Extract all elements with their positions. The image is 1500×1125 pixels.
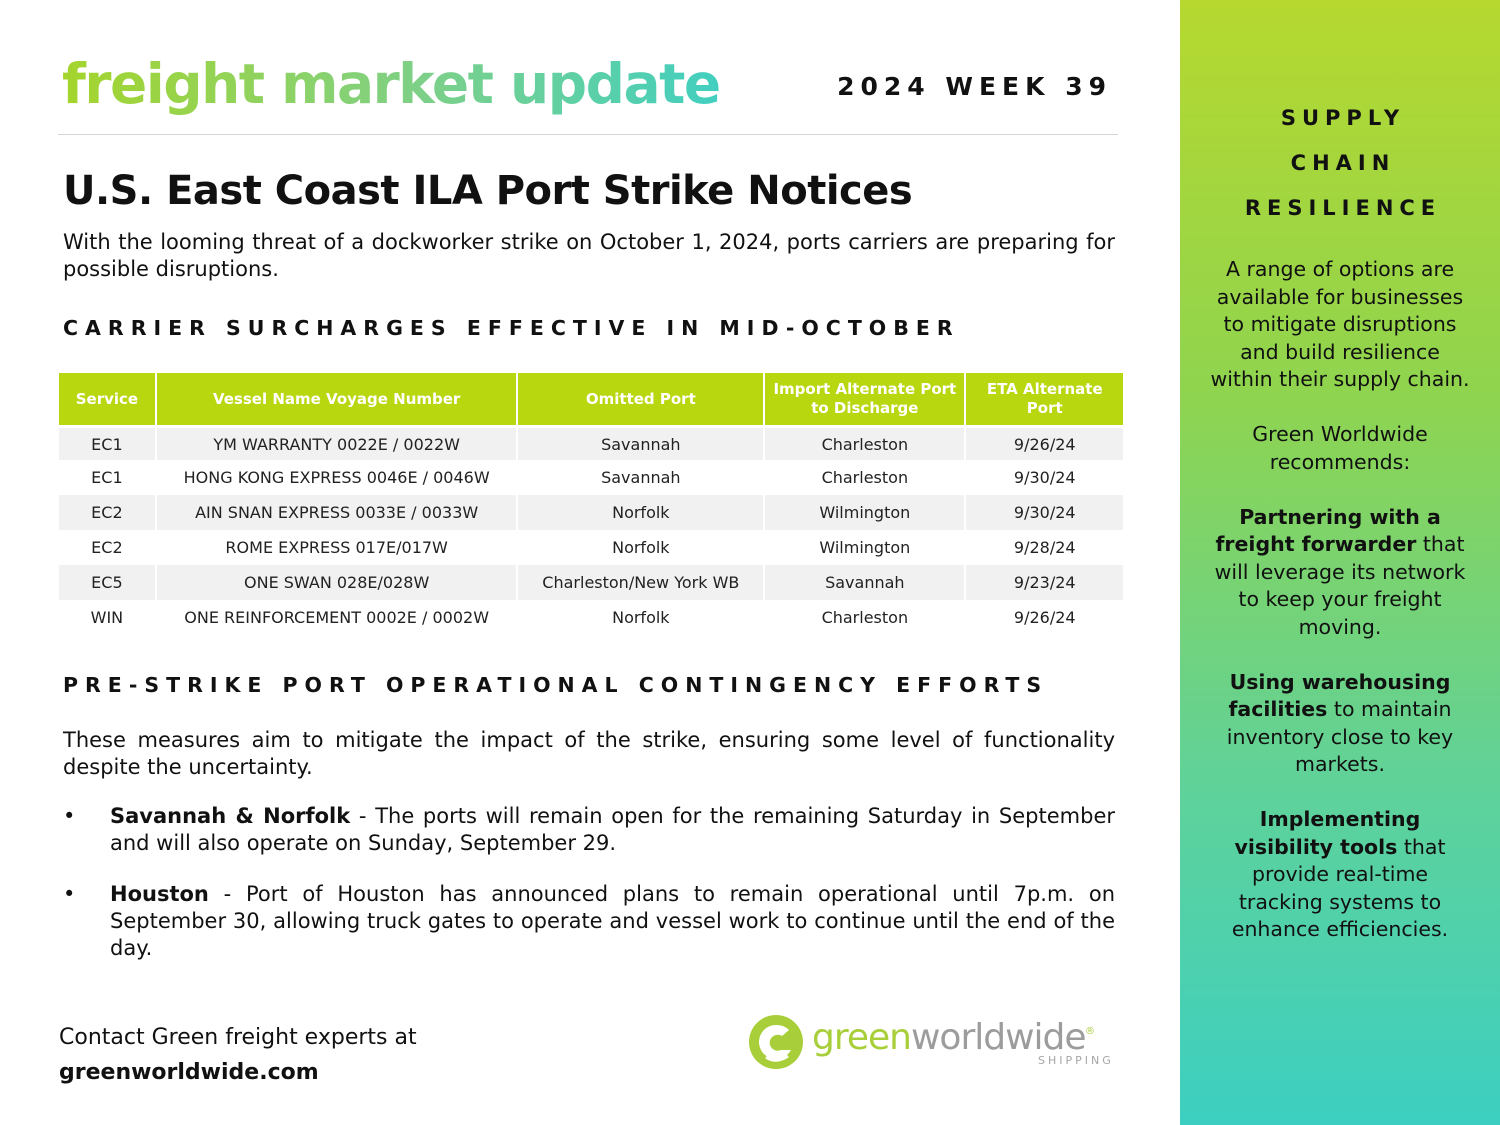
cell-alternate-port: Wilmington xyxy=(765,495,964,530)
cell-omitted-port: Norfolk xyxy=(518,600,763,635)
bullet-marker: • xyxy=(63,882,76,906)
sidebar-item-text: that provide real-time tracking systems to enhance efficiencies. xyxy=(1231,834,1449,941)
cell-vessel: YM WARRANTY 0022E / 0022W xyxy=(157,425,517,460)
week-label: 2024 WEEK 39 xyxy=(837,72,1112,101)
sidebar-item-bold: Partnering with a freight forwarder xyxy=(1215,504,1441,556)
bullet-text: - Port of Houston has announced plans to remain operational until 7p.m. on September 30, allowing truck gates to operate and vessel work to continue until the end of the day. xyxy=(110,882,1115,960)
bullet-text: - The ports will remain open for the remaining Saturday in September and will also operate on Sunday, September 29. xyxy=(110,804,1115,855)
sidebar-item xyxy=(1210,504,1470,642)
sidebar-title xyxy=(1180,96,1500,231)
cell-eta: 9/28/24 xyxy=(966,530,1123,565)
sidebar-body xyxy=(1210,256,1470,971)
cell-service: EC1 xyxy=(59,460,155,495)
column-header-vessel: Vessel Name Voyage Number xyxy=(157,373,517,425)
logo-tagline: SHIPPING xyxy=(1038,1054,1114,1067)
cell-alternate-port: Charleston xyxy=(765,600,964,635)
cell-service: EC2 xyxy=(59,530,155,565)
resilience-sidebar xyxy=(1180,0,1500,1125)
cell-eta: 9/30/24 xyxy=(966,495,1123,530)
sidebar-recommend: Green Worldwide recommends: xyxy=(1252,422,1428,474)
logo-wordmark xyxy=(812,1018,1086,1058)
cell-alternate-port: Charleston xyxy=(765,460,964,495)
sidebar-item xyxy=(1210,669,1470,779)
page-headline: U.S. East Coast ILA Port Strike Notices xyxy=(63,168,913,214)
sidebar-item-bold: Implementing visibility tools xyxy=(1234,807,1421,859)
registered-mark: ® xyxy=(1085,1026,1095,1037)
globe-logo-icon xyxy=(748,1014,804,1070)
cell-omitted-port: Savannah xyxy=(518,460,763,495)
cell-service: EC5 xyxy=(59,565,155,600)
list-item xyxy=(63,881,1115,962)
table-row xyxy=(59,460,1123,495)
table-row xyxy=(59,425,1123,460)
cell-service: EC1 xyxy=(59,425,155,460)
surcharges-heading: CARRIER SURCHARGES EFFECTIVE IN MID-OCTOBER xyxy=(63,316,960,340)
bullet-marker: • xyxy=(63,804,76,828)
logo-word-worldwide: worldwide xyxy=(910,1017,1086,1058)
logo-word-green: green xyxy=(812,1017,911,1058)
table-header-row xyxy=(59,373,1123,425)
intro-paragraph: With the looming threat of a dockworker strike on October 1, 2024, ports carriers are preparing for possible disruptions. xyxy=(63,230,1115,281)
cell-vessel: HONG KONG EXPRESS 0046E / 0046W xyxy=(157,460,517,495)
company-logo xyxy=(748,1012,1118,1072)
contact-url[interactable]: greenworldwide.com xyxy=(59,1060,319,1085)
sidebar-title-line: SUPPLY xyxy=(1280,106,1406,130)
surcharges-table xyxy=(57,373,1125,635)
column-header-omitted-port: Omitted Port xyxy=(518,373,763,425)
cell-vessel: AIN SNAN EXPRESS 0033E / 0033W xyxy=(157,495,517,530)
contingency-intro: These measures aim to mitigate the impact of the strike, ensuring some level of functionality despite the uncertainty. xyxy=(63,728,1115,779)
cell-vessel: ONE SWAN 028E/028W xyxy=(157,565,517,600)
sidebar-intro: A range of options are available for businesses to mitigate disruptions and build resilience within their supply chain. xyxy=(1210,257,1470,391)
header-divider xyxy=(58,134,1118,135)
cell-alternate-port: Wilmington xyxy=(765,530,964,565)
cell-vessel: ONE REINFORCEMENT 0002E / 0002W xyxy=(157,600,517,635)
cell-service: WIN xyxy=(59,600,155,635)
column-header-alternate-port: Import Alternate Port to Discharge xyxy=(765,373,964,425)
brand-title: freight market update xyxy=(62,44,720,124)
list-item xyxy=(63,803,1115,857)
table-row xyxy=(59,600,1123,635)
bullet-title: Savannah & Norfolk xyxy=(110,804,351,828)
cell-vessel: ROME EXPRESS 017E/017W xyxy=(157,530,517,565)
sidebar-item-text: that will leverage its network to keep your freight moving. xyxy=(1214,532,1466,639)
cell-alternate-port: Savannah xyxy=(765,565,964,600)
sidebar-item xyxy=(1210,806,1470,944)
sidebar-item-text: to maintain inventory close to key markets. xyxy=(1226,697,1454,776)
table-row xyxy=(59,530,1123,565)
sidebar-item-bold: Using warehousing facilities xyxy=(1228,669,1451,721)
contingency-heading: PRE-STRIKE PORT OPERATIONAL CONTINGENCY EFFORTS xyxy=(63,673,1049,697)
cell-eta: 9/26/24 xyxy=(966,600,1123,635)
contingency-list xyxy=(63,803,1115,986)
column-header-service: Service xyxy=(59,373,155,425)
cell-omitted-port: Norfolk xyxy=(518,495,763,530)
contact-line: Contact Green freight experts at xyxy=(59,1025,417,1050)
cell-omitted-port: Charleston/New York WB xyxy=(518,565,763,600)
cell-alternate-port: Charleston xyxy=(765,425,964,460)
cell-eta: 9/26/24 xyxy=(966,425,1123,460)
contact-block xyxy=(59,1020,417,1090)
table-row xyxy=(59,565,1123,600)
table-row xyxy=(59,495,1123,530)
cell-eta: 9/30/24 xyxy=(966,460,1123,495)
sidebar-title-line: CHAIN xyxy=(1290,151,1396,175)
cell-omitted-port: Savannah xyxy=(518,425,763,460)
sidebar-title-line: RESILIENCE xyxy=(1244,196,1442,220)
column-header-eta: ETA Alternate Port xyxy=(966,373,1123,425)
bullet-title: Houston xyxy=(110,882,209,906)
cell-service: EC2 xyxy=(59,495,155,530)
cell-omitted-port: Norfolk xyxy=(518,530,763,565)
cell-eta: 9/23/24 xyxy=(966,565,1123,600)
